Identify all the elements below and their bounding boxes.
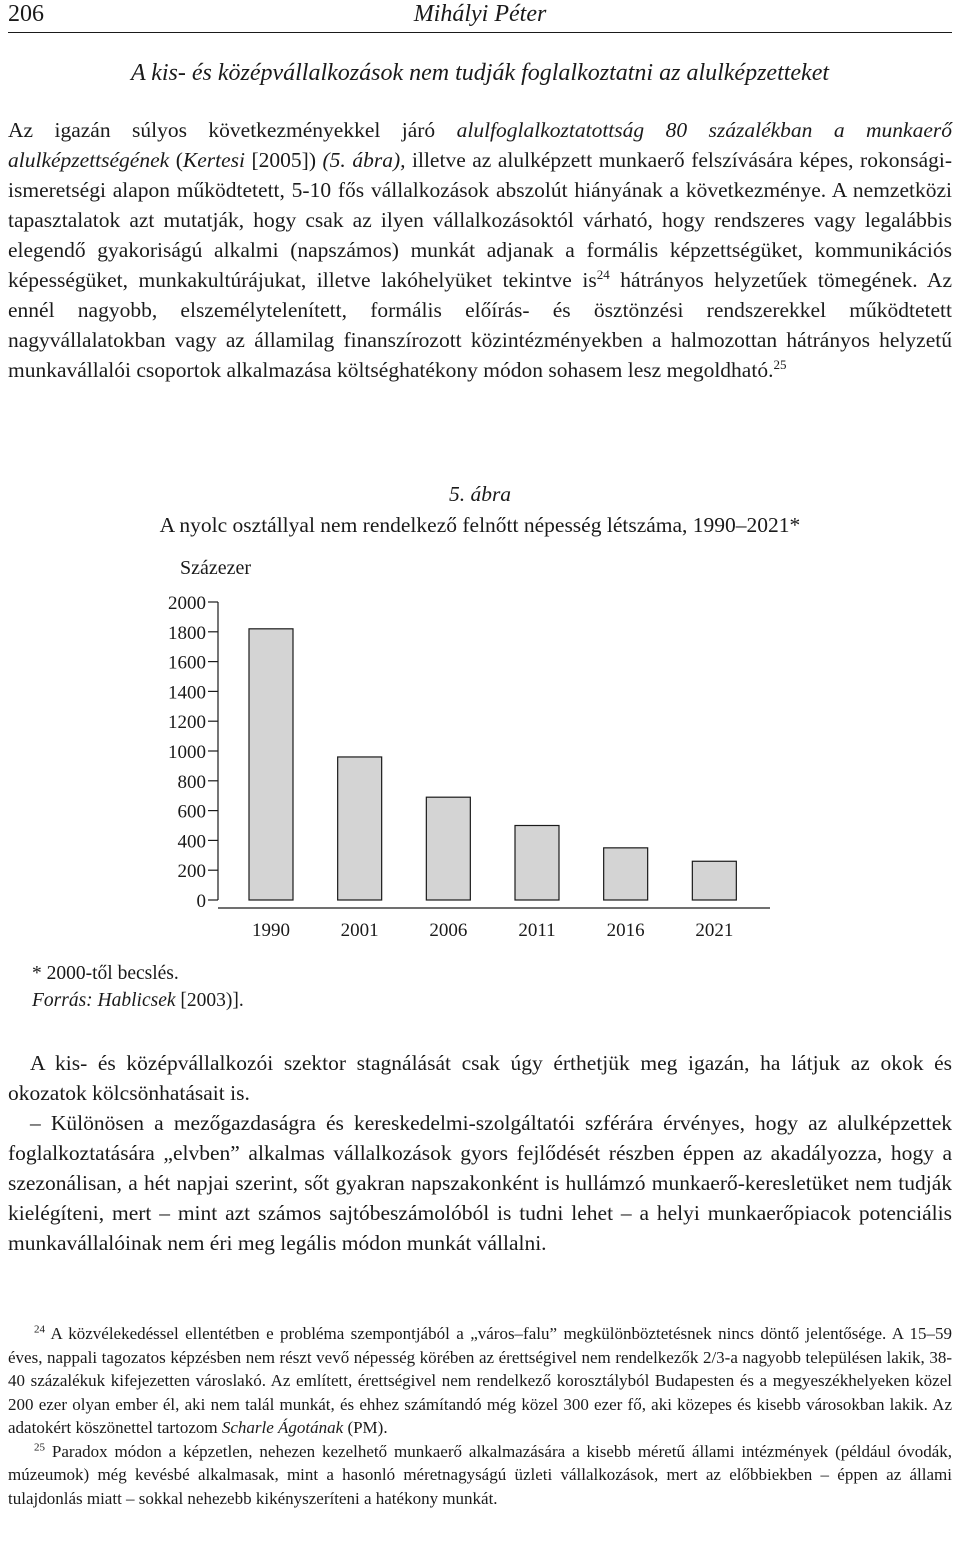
paragraph-2a: A kis- és középvállalkozói szektor stagnálását csak úgy érthetjük meg igazán, ha látjuk az okok és okozatok kölcsönhatásait is.	[8, 1051, 952, 1105]
paragraph-2b: – Különösen a mezőgazdaságra és kereskedelmi-szolgáltatói szférára érvényes, hogy az alulképzettek foglalkoztatására „elvben” alkalmas vállalkozások gyors fejlődését részben éppen az akadályozza, hogy a szezonálisan, a hét napjai szerint, sőt gyakran napszakonként is hullámzó munkaerő-keresletüket nem tudják kielégíteni, mert – mint azt számos sajtóbeszámolóból is tudni lehet – a helyi munkaerőpiacok potenciális munkavállalóinak nem éri meg legális módon munkát vállalni.	[8, 1111, 952, 1255]
y-tick-label: 1000	[168, 742, 206, 763]
y-tick-label: 1600	[168, 652, 206, 674]
y-tick-label: 800	[177, 771, 206, 793]
y-tick-label: 1800	[168, 622, 206, 644]
header-rule	[8, 32, 952, 33]
footnotes	[8, 1322, 952, 1510]
y-tick-label: 200	[177, 861, 206, 883]
bar-chart	[0, 550, 960, 950]
footnote-24: $^{24}$ A közvélekedéssel ellentétben e probléma szempontjából a „város–falu” megkülönböztetésnek nincs döntő jelentősége. A 15–59 éves, nappali tagozatos képzésben nem részt vevő népesség körében az érettségivel nem rendelkezők 2/3-a nagyobb településen lakik, 38-40 százalékuk kifejezetten városlakó. Az említett, érettségivel nem rendelkező korosztályból Budapesten és a megyeszékhelyeken közel 200 ezer olyan ember él, aki nem talál munkát, és ehhez számítandó még közel 300 ezer fő, aki közepes és kisebb városokban lakik. Az adatokért köszönettel tartozom Scharle Ágotának (PM).	[8, 1323, 952, 1437]
paragraph-2	[8, 1048, 952, 1258]
estimate-note: * 2000-től becslés.	[32, 963, 179, 984]
y-tick-label: 600	[177, 801, 206, 823]
page-number: 206	[8, 1, 44, 27]
bar-2016	[604, 848, 648, 900]
paragraph-1: Az igazán súlyos következményekkel járó alulfoglalkoztatottság 80 százalékban a munkaerő alulképzettségének (Kertesi [2005]) (5. ábra), illetve az alulképzett munkaerő felszívására képes, rokonsági-ismeretségi alapon működtetett, 5-10 fős vállalkozások abszolút hiányának a következménye. A nemzetközi tapasztalatok azt mutatják, hogy csak az ilyen vállalkozásoktól várható, hogy rendszeres vagy legalábbis elegendő gyakoriságú alkalmi (napszámos) munkát adjanak a formális képzettségüket, kommunikációs képességüket, munkakultúrájukat, illetve lakóhelyüket tekintve $is^{24}$ hátrányos helyzetűek tömegének. Az ennél nagyobb, elszemélytelenített, formális előírás- és ösztönzési rendszerekkel működtetett nagyvállalatokban vagy az államilag finanszírozott közintézményekben a halmozottan hátrányos helyzetű munkavállalói csoportok alkalmazása költséghatékony módon sohasem lesz megoldható.$^{25}$	[8, 118, 952, 382]
footnote-25: $^{25}$ Paradox módon a képzetlen, nehezen kezelhető munkaerő alkalmazására a kisebb méretű állami intézmények (például óvodák, múzeumok) még kevésbé alkalmasak, mint a hasonló méretnagyságú üzleti vállalkozások, mert az előbbiekben – éppen az állami tulajdonlás miatt – sokkal nehezebb kikényszeríteni a hatékony munkát.	[8, 1440, 952, 1508]
figure-title: A nyolc osztállyal nem rendelkező felnőtt népesség létszáma, 1990–2021*	[159, 513, 801, 537]
section-title: A kis- és középvállalkozások nem tudják foglalkoztatni az alulképzetteket	[130, 60, 830, 86]
bar-2021	[692, 861, 736, 900]
y-tick-label: 400	[177, 831, 206, 853]
x-tick-label-2006: 2006	[429, 920, 468, 941]
y-tick-label: 0	[196, 891, 206, 912]
x-tick-label-2021: 2021	[695, 920, 734, 941]
footnote-ref-25[interactable]: 25	[773, 356, 787, 372]
footnote-ref-24[interactable]: 24	[596, 266, 610, 282]
bar-1990	[249, 629, 293, 900]
source-note: Forrás: Hablicsek [2003)].	[32, 990, 244, 1011]
figure-number: 5. ábra	[448, 482, 512, 506]
x-tick-label-2016: 2016	[606, 920, 645, 941]
y-tick-label: 2000	[168, 593, 206, 614]
y-tick-label: 1400	[168, 682, 206, 704]
y-axis-label: Százezer	[180, 557, 252, 579]
y-tick-label: 1200	[168, 712, 206, 734]
bar-2011	[515, 826, 559, 901]
figure-notes	[32, 960, 244, 1014]
page-header	[8, 0, 952, 30]
bar-2006	[426, 797, 470, 900]
running-head-author: Mihályi Péter	[413, 1, 547, 27]
bar-2001	[338, 757, 382, 900]
x-tick-label-2001: 2001	[340, 920, 379, 941]
x-tick-label-1990: 1990	[252, 920, 290, 941]
x-tick-label-2011: 2011	[518, 920, 556, 941]
